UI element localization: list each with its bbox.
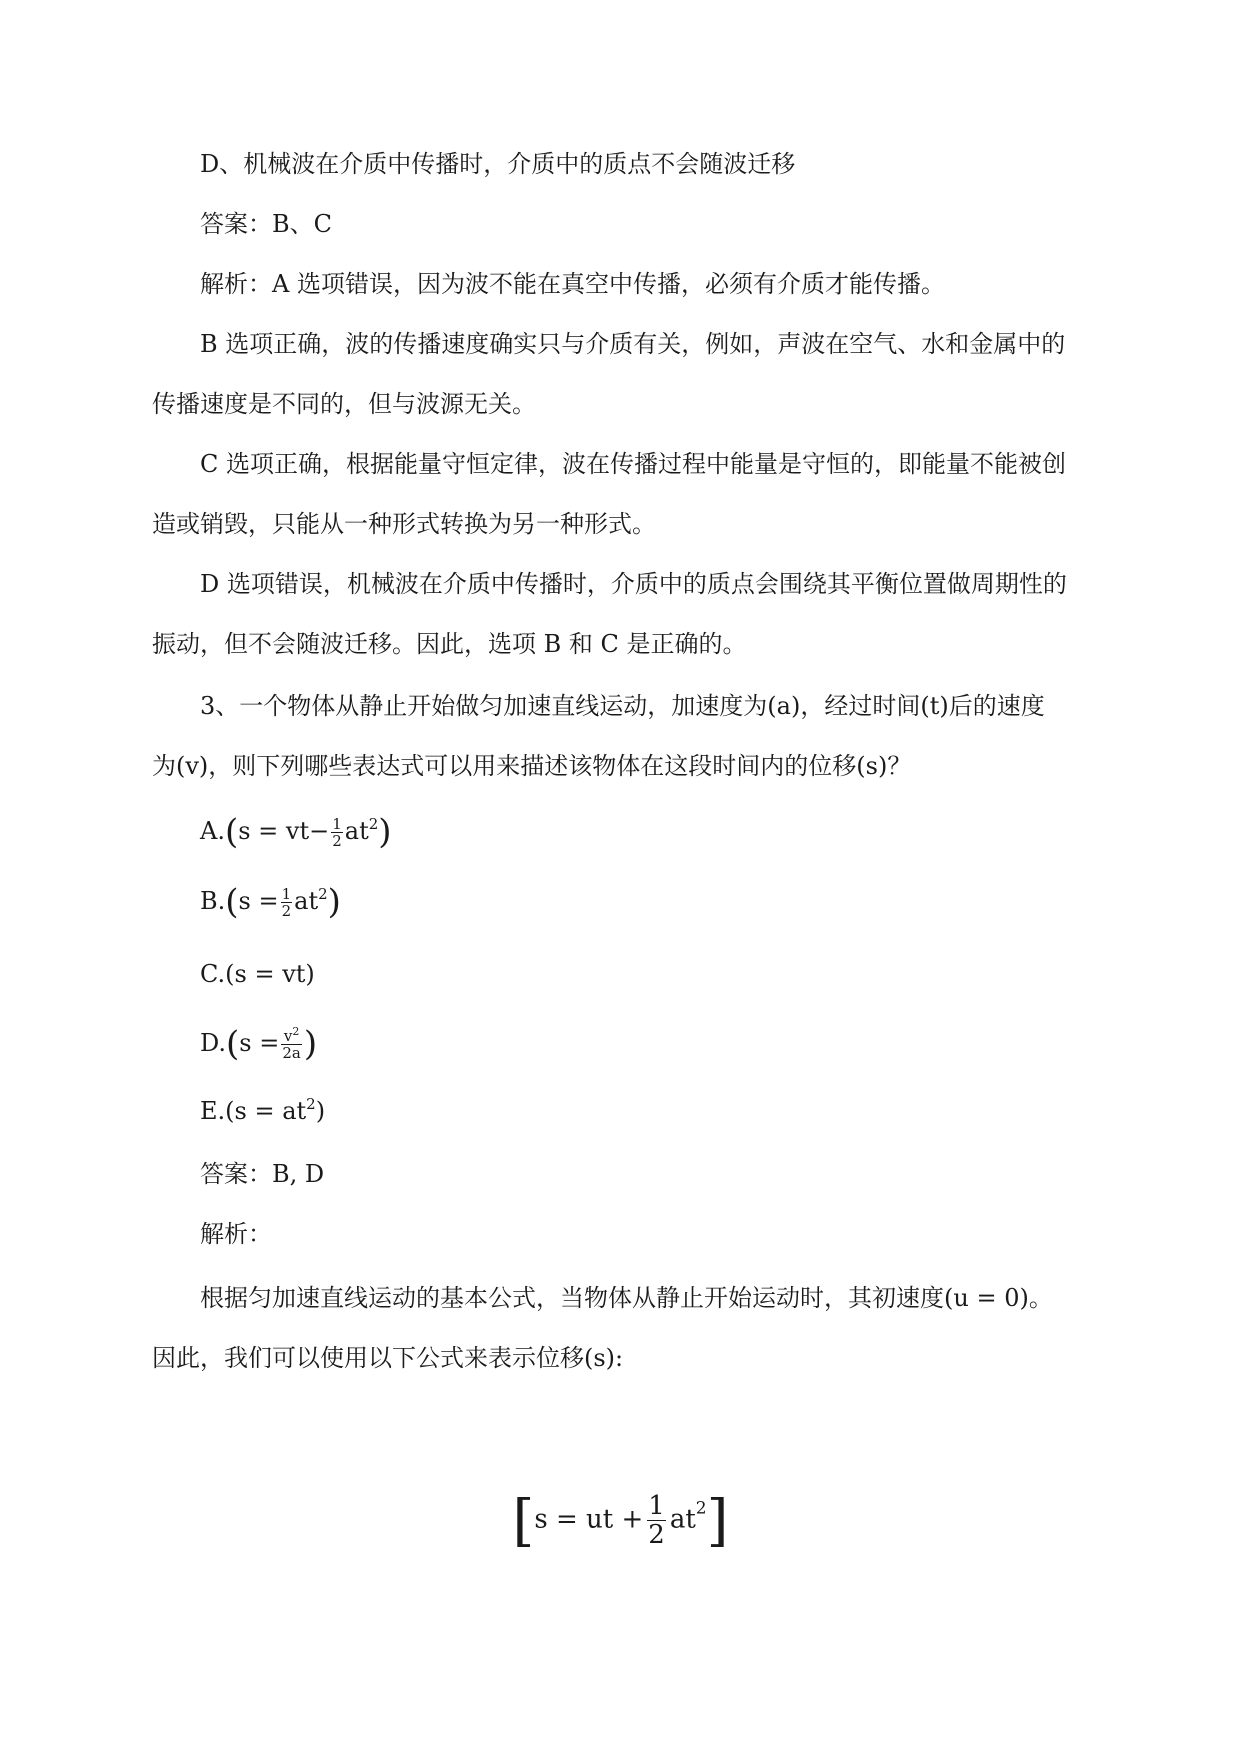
analysis-b-line1: B 选项正确，波的传播速度确实只与介质有关，例如，声波在空气、水和金属中的 (200, 330, 1066, 358)
analysis-c-line1: C 选项正确，根据能量守恒定律，波在传播过程中能量是守恒的，即能量不能被创 (200, 450, 1066, 478)
fraction: $\frac{1}{2}$ (332, 815, 342, 850)
analysis-d-line1: D 选项错误，机械波在介质中传播时，介质中的质点会围绕其平衡位置做周期性的 (200, 570, 1067, 598)
option-b: B.(s = $\frac{1}{2}$ $at^2$) (200, 882, 341, 922)
option-c: C.(s = vt) (200, 960, 315, 988)
explanation-line1: 根据匀加速直线运动的基本公式，当物体从静止开始运动时，其初速度(u = 0)。 (200, 1284, 1053, 1312)
analysis-c-line2: 造或销毁，只能从一种形式转换为另一种形式。 (152, 510, 656, 538)
var-u: (u = 0) (944, 1284, 1029, 1312)
question-3-line1: 3、一个物体从静止开始做匀加速直线运动，加速度为(a)，经过时间(t)后的速度 (200, 692, 1045, 720)
var-t: (t) (920, 692, 949, 720)
analysis-label: 解析： (200, 1220, 272, 1248)
analysis-d-line2: 振动，但不会随波迁移。因此，选项 B 和 C 是正确的。 (152, 630, 747, 658)
var-a: (a) (767, 692, 801, 720)
option-d: D.(s = $\frac{v^2}{2a}$ ) (200, 1024, 318, 1064)
analysis-b-line2: 传播速度是不同的，但与波源无关。 (152, 390, 536, 418)
analysis-a: 解析：A 选项错误，因为波不能在真空中传播，必须有介质才能传播。 (200, 270, 945, 298)
var-v: (v) (176, 752, 209, 780)
var-s: (s) (856, 752, 888, 780)
option-d-statement: D、机械波在介质中传播时，介质中的质点不会随波迁移 (200, 150, 796, 178)
option-a: A.(s = vt− $\frac{1}{2}$ $at^2$) (200, 812, 392, 852)
option-e: $E.(s = at^2)$ (200, 1095, 326, 1125)
answer-q2: 答案：B、C (200, 210, 332, 238)
displacement-formula: [s = ut + $\frac{1}{2}$ $at^2$] (512, 1488, 729, 1554)
question-3-line2: 为(v)，则下列哪些表达式可以用来描述该物体在这段时间内的位移(s)？ (152, 752, 912, 780)
answer-q3: 答案：B, D (200, 1160, 325, 1188)
fraction: $\frac{v^2}{2a}$ (282, 1025, 301, 1062)
explanation-line2: 因此，我们可以使用以下公式来表示位移(s): (152, 1344, 624, 1372)
fraction: $\frac{1}{2}$ (648, 1491, 665, 1550)
var-s: (s) (584, 1344, 616, 1372)
fraction: $\frac{1}{2}$ (281, 885, 292, 920)
